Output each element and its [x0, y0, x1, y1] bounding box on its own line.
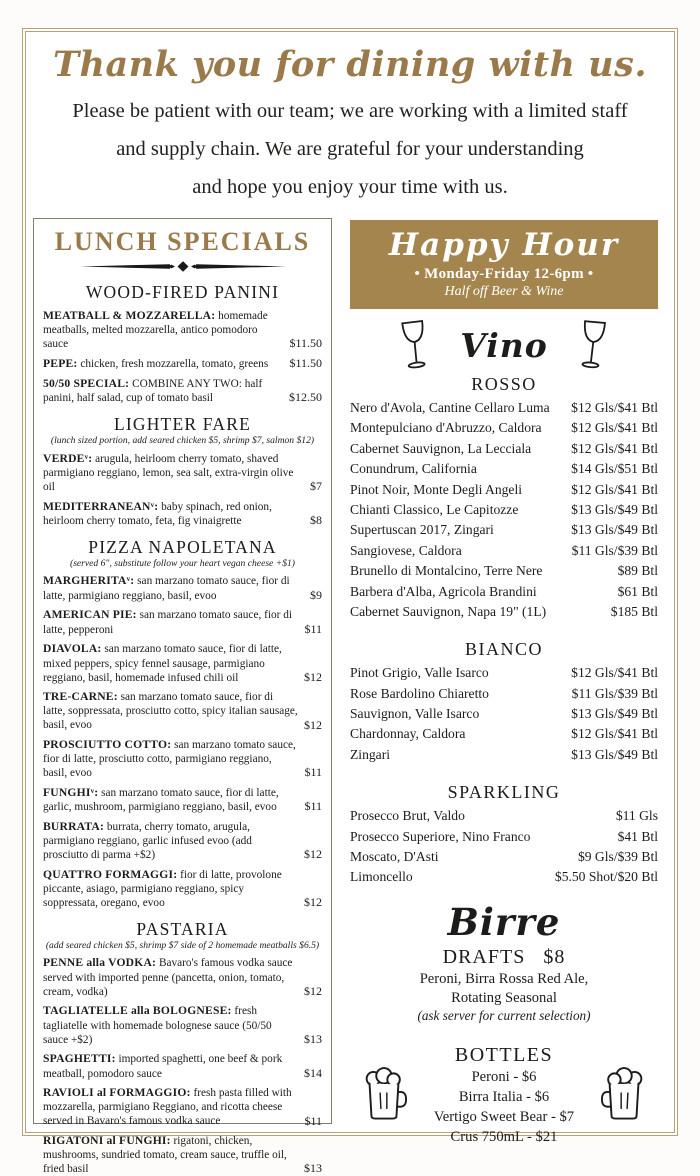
item-price: $11	[304, 765, 322, 780]
item-name: SPAGHETTI:	[43, 1052, 116, 1066]
bottles-heading: BOTTLES	[454, 1043, 554, 1066]
item-desc: san marzano tomato sauce, fior di latte, parmigiano reggiano, basil, evoo	[43, 575, 290, 602]
item-name: PEPE:	[43, 356, 78, 370]
menu-item	[43, 574, 322, 602]
bottles-section	[350, 1044, 658, 1148]
drafts-note: (ask server for current selection)	[417, 1007, 591, 1023]
drafts-price: $8	[543, 945, 566, 968]
wine-item	[350, 459, 658, 479]
wine-price: $11 Gls/$39 Btl	[571, 685, 658, 701]
wine-price: $13 Gls/$49 Btl	[571, 501, 658, 517]
item-price: $12	[304, 847, 322, 862]
wine-name: Prosecco Brut, Valdo	[350, 808, 465, 824]
item-price: $12	[304, 983, 322, 998]
wine-name: Zingari	[350, 746, 391, 762]
wine-item	[350, 561, 658, 581]
welcome-header	[30, 44, 670, 199]
item-name: PROSCIUTTO COTTO:	[43, 737, 172, 751]
wine-price: $12 Gls/$41 Btl	[571, 420, 658, 436]
item-desc: fresh pasta filled with mozzarella, parmigiano Reggiano, and ricotta cheese served in Bavaro's famous vodka sauce	[43, 1087, 292, 1128]
wine-price: $9 Gls/$39 Btl	[577, 849, 658, 865]
item-desc: san marzano tomato sauce, fior di latte, mixed peppers, spicy fennel sausage, parmigiano reggiano, basil, homemade infused chili oil	[43, 643, 282, 684]
menu-item	[43, 868, 322, 910]
wine-name: Chianti Classico, Le Capitozze	[350, 501, 519, 517]
wine-price: $11 Gls/$39 Btl	[571, 542, 658, 558]
beer-mug-icon	[358, 1066, 408, 1124]
item-name: QUATTRO FORMAGGI:	[43, 867, 178, 881]
bottle-item: Crus 750mL - $21	[450, 1129, 558, 1146]
wine-item	[350, 684, 658, 704]
lunch-specials-box	[33, 218, 332, 1176]
item-name: RIGATONI al FUNGHI:	[43, 1133, 171, 1147]
wine-group-heading-rosso: ROSSO	[471, 374, 537, 394]
wine-item	[350, 704, 658, 724]
item-price: $12.50	[289, 390, 322, 405]
wine-item	[350, 520, 658, 540]
item-price: $13	[304, 1031, 322, 1046]
wine-glass-icon	[576, 318, 610, 372]
wine-name: Prosecco Superiore, Nino Franco	[350, 828, 531, 844]
menu-item	[43, 309, 322, 351]
item-price: $11	[304, 621, 322, 636]
menu-item	[43, 1134, 322, 1176]
item-name: FUNGHIᵛ:	[43, 785, 99, 799]
wine-item	[350, 745, 658, 765]
item-price: $12	[304, 895, 322, 909]
wine-item	[350, 500, 658, 520]
item-name: PENNE alla VODKA:	[43, 956, 157, 970]
item-desc: fresh tagliatelle with homemade bolognese sauce (50/50 sauce +$2)	[43, 1005, 272, 1046]
wine-price: $13 Gls/$49 Btl	[571, 522, 658, 538]
wine-name: Cabernet Sauvignon, Napa 19" (1L)	[350, 603, 547, 619]
wine-item	[350, 602, 658, 622]
item-name: VERDEᵛ:	[43, 451, 93, 465]
item-desc: imported spaghetti, one beef & pork meatball, pomodoro sauce	[43, 1053, 283, 1080]
vino-title: Vino	[460, 325, 548, 365]
wine-group-heading-bianco: BIANCO	[464, 639, 543, 660]
wine-name: Moscato, D'Asti	[350, 849, 439, 865]
wine-price: $12 Gls/$41 Btl	[571, 726, 658, 742]
happy-hour-title: Happy Hour	[388, 227, 620, 263]
wine-price: $61 Btl	[617, 583, 658, 599]
item-name: 50/50 SPECIAL:	[43, 376, 130, 390]
wine-item	[350, 847, 658, 867]
section-note: (lunch sized portion, add seared chicken $5, shrimp $7, salmon $12)	[50, 435, 315, 447]
lunch-specials-title: LUNCH SPECIALS	[54, 227, 311, 256]
wine-name: Sauvignon, Valle Isarco	[350, 706, 480, 722]
item-desc: homemade meatballs, melted mozzarella, antico pomodoro sauce	[43, 309, 268, 350]
item-price: $11	[304, 1113, 322, 1128]
item-price: $8	[310, 513, 322, 527]
bottle-item: Vertigo Sweet Bear - $7	[433, 1109, 575, 1126]
wine-price: $5.50 Shot/$20 Btl	[554, 869, 658, 885]
wine-price: $13 Gls/$49 Btl	[571, 706, 658, 722]
item-desc: san marzano tomato sauce, fior di latte, prosciutto cotto, parmigiano reggiano, basil, evoo	[43, 738, 296, 780]
wine-name: Sangiovese, Caldora	[350, 542, 462, 558]
item-desc: arugula, heirloom cherry tomato, shaved parmigiano reggiano, lemon, sea salt, extra-virgin olive oil	[43, 452, 294, 493]
item-desc: rigatoni, chicken, mushrooms, sundried tomato, cream sauce, truffle oil, fried basil	[43, 1134, 287, 1176]
wine-name: Brunello di Montalcino, Terre Nere	[350, 563, 543, 579]
wine-price: $13 Gls/$49 Btl	[571, 746, 658, 762]
wine-item	[350, 867, 658, 887]
beer-mug-icon	[600, 1066, 650, 1124]
item-price: $12	[304, 669, 322, 684]
item-price: $11.50	[289, 336, 322, 350]
item-name: BURRATA:	[43, 819, 105, 833]
wine-price: $12 Gls/$41 Btl	[571, 400, 658, 415]
menu-item	[43, 1086, 322, 1128]
item-desc: fior di latte, provolone piccante, asiago, parmigiano reggiano, spicy soppressata, oregano, evoo	[43, 868, 282, 909]
wine-name: Nero d'Avola, Cantine Cellaro Luma	[350, 400, 550, 415]
wine-item	[350, 663, 658, 683]
item-desc: burrata, cherry tomato, arugula, parmigiano reggiano, garlic infused evoo (add prosciutto di parma +$2)	[43, 820, 252, 861]
wine-name: Montepulciano d'Abruzzo, Caldora	[350, 420, 542, 436]
wine-price: $11 Gls	[615, 808, 658, 824]
item-price: $14	[304, 1065, 322, 1080]
item-desc: COMBINE ANY TWO: half panini, half salad, cup of tomato basil	[43, 377, 263, 405]
welcome-message-line: and hope you enjoy your time with us.	[192, 176, 508, 198]
item-price: $12	[304, 717, 322, 732]
menu-item	[43, 738, 322, 780]
welcome-message-line: and supply chain. We are grateful for your understanding	[116, 138, 584, 160]
item-price: $13	[304, 1161, 322, 1176]
item-name: DIAVOLA:	[43, 642, 102, 656]
menu-item	[43, 820, 322, 862]
menu-item	[43, 1052, 322, 1080]
wine-glass-icon	[397, 317, 433, 372]
item-desc: chicken, fresh mozzarella, tomato, greens	[80, 357, 269, 370]
section-note: (add seared chicken $5, shrimp $7 side of 2 homemade meatballs $6.5)	[45, 939, 320, 951]
wine-price: $14 Gls/$51 Btl	[571, 461, 658, 477]
menu-item	[43, 356, 322, 371]
wine-name: Chardonnay, Caldora	[350, 726, 466, 742]
wine-name: Cabernet Sauvignon, La Lecciala	[350, 440, 532, 456]
section-heading-panini: WOOD-FIRED PANINI	[85, 282, 280, 302]
wine-name: Pinot Grigio, Valle Isarco	[350, 665, 489, 681]
wine-group-heading-sparkling: SPARKLING	[447, 782, 561, 803]
wine-name: Supertuscan 2017, Zingari	[350, 522, 494, 538]
wine-item	[350, 439, 658, 459]
wine-name: Barbera d'Alba, Agricola Brandini	[350, 583, 537, 599]
wine-price: $41 Btl	[617, 828, 658, 844]
happy-hour-subtitle: Half off Beer & Wine	[444, 284, 564, 299]
item-name: RAVIOLI al FORMAGGIO:	[43, 1086, 191, 1099]
birre-title: Birre	[447, 899, 561, 944]
item-price: $11.50	[289, 356, 322, 371]
section-heading-pizza: PIZZA NAPOLETANA	[88, 536, 277, 557]
item-name: TRE-CARNE:	[43, 690, 118, 703]
item-desc: san marzano tomato sauce, fior di latte, garlic, mushroom, parmigiano reggiano, basil, evoo	[43, 786, 279, 814]
drafts-line: Peroni, Birra Rossa Red Ale,	[419, 970, 589, 987]
wine-price: $185 Btl	[610, 603, 658, 619]
item-name: MARGHERITAᵛ:	[43, 574, 135, 588]
wine-name: Pinot Noir, Monte Degli Angeli	[350, 481, 523, 497]
section-heading-pastaria: PASTARIA	[136, 918, 229, 939]
page-title: Thank you for dining with us.	[52, 44, 648, 85]
wine-item	[350, 418, 658, 438]
bottle-item: Birra Italia - $6	[458, 1088, 550, 1105]
menu-item	[43, 608, 322, 636]
menu-item	[43, 786, 322, 814]
item-name: AMERICAN PIE:	[43, 608, 137, 622]
wine-name: Rose Bardolino Chiaretto	[350, 685, 489, 701]
wine-item	[350, 806, 658, 826]
wine-item	[350, 398, 658, 418]
item-desc: san marzano tomato sauce, fior di latte, pepperoni	[43, 609, 293, 636]
wine-item	[350, 480, 658, 500]
menu-item	[43, 1004, 322, 1046]
item-name: TAGLIATELLE alla BOLOGNESE:	[43, 1004, 232, 1018]
wine-name: Limoncello	[350, 869, 413, 885]
menu-item	[43, 642, 322, 684]
wine-price: $12 Gls/$41 Btl	[571, 665, 658, 681]
wine-item	[350, 724, 658, 744]
wine-price: $12 Gls/$41 Btl	[571, 440, 658, 456]
item-price: $7	[310, 479, 322, 494]
drafts-heading: DRAFTS	[442, 945, 526, 968]
item-price: $9	[310, 587, 322, 602]
item-price: $11	[304, 799, 322, 814]
menu-item	[43, 690, 322, 732]
drafts-heading-row	[350, 946, 658, 969]
happy-hour-banner	[350, 220, 658, 309]
drinks-column	[350, 220, 658, 1147]
happy-hour-schedule: • Monday-Friday 12-6pm •	[414, 266, 594, 282]
wine-name: Conundrum, California	[350, 461, 477, 477]
item-name: MEATBALL & MOZZARELLA:	[43, 308, 216, 322]
item-desc: san marzano tomato sauce, fior di latte, soppressata, prosciutto cotto, spicy italian sausage, basil, evoo	[43, 691, 298, 732]
item-desc: baby spinach, red onion, heirloom cherry tomato, feta, fig vinaigrette	[43, 500, 272, 527]
item-desc: Bavaro's famous vodka sauce served with imported penne (pancetta, onion, tomato, cream, vodka)	[43, 957, 293, 998]
item-name: MEDITERRANEANᵛ:	[43, 499, 159, 513]
bottle-item: Peroni - $6	[471, 1068, 537, 1085]
drafts-line: Rotating Seasonal	[451, 989, 557, 1006]
section-note: (served 6", substitute follow your heart vegan cheese +$1)	[70, 557, 295, 569]
wine-item	[350, 582, 658, 602]
wine-price: $89 Btl	[617, 563, 658, 579]
menu-item	[43, 500, 322, 528]
menu-item	[43, 452, 322, 494]
menu-item	[43, 956, 322, 998]
welcome-message-line: Please be patient with our team; we are working with a limited staff	[72, 100, 628, 122]
section-heading-lighter-fare: LIGHTER FARE	[113, 414, 252, 435]
ornament-divider	[43, 260, 322, 273]
wine-item	[350, 541, 658, 561]
wine-item	[350, 827, 658, 847]
menu-item	[43, 377, 322, 405]
wine-price: $12 Gls/$41 Btl	[571, 481, 658, 497]
